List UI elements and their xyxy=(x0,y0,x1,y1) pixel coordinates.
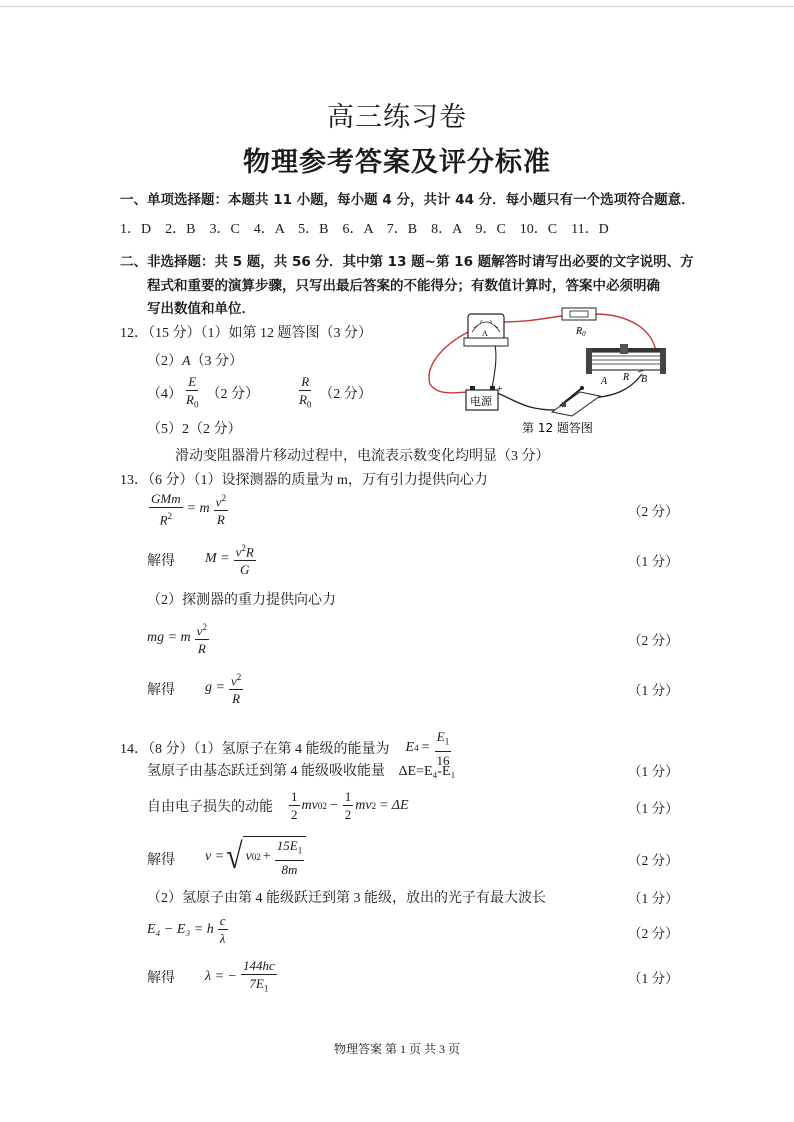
q13-eq3-num: v xyxy=(196,623,203,639)
top-rule xyxy=(0,6,794,7)
q12-frac1-num: E xyxy=(188,374,197,389)
q12-frac1 xyxy=(184,373,200,414)
q14-half2-num: 1 xyxy=(344,789,352,804)
page-title: 高三练习卷 xyxy=(327,102,467,132)
q13-score-eq3: （2 分） xyxy=(628,633,679,648)
q14-score5: （1 分） xyxy=(628,891,679,906)
q13-part2: （2）探测器的重力提供向心力 xyxy=(147,593,336,608)
q13-eq2 xyxy=(205,540,258,578)
q13-eq3-den: R xyxy=(197,641,206,657)
q14-eq1-lhs-sub: 4 xyxy=(414,743,419,754)
q14-score2: （1 分） xyxy=(628,764,679,779)
fig-caption: 第 12 题答图 xyxy=(522,421,593,435)
q13-eq2-den: G xyxy=(240,562,250,578)
section2-heading-line3: 写出数值和单位． xyxy=(147,301,255,317)
q13-eq1-lhs-num: GMm xyxy=(151,491,181,506)
q13-score-eq1: （2 分） xyxy=(628,504,679,519)
q12-line2-prefix: （2） xyxy=(147,354,182,369)
q12-line4: （5）2（2 分） xyxy=(147,422,242,437)
q14-score6: （2 分） xyxy=(628,926,679,941)
ammeter-label: A xyxy=(482,329,488,338)
q13-eq2-num-tail: R xyxy=(245,544,254,560)
fig-r0-label: R xyxy=(576,326,583,337)
q14-eq6-den: 7E xyxy=(249,976,264,991)
section1-heading: 一、单项选择题：本题共 11 小题，每小题 4 分，共计 44 分．每小题只有一个选项符合题意． xyxy=(120,192,695,208)
q12-frac2 xyxy=(297,373,313,414)
q14-eq-v-term: v xyxy=(245,849,252,865)
fig-a-label: A xyxy=(601,376,608,387)
q14-line3-text: 自由电子损失的动能 xyxy=(147,799,273,815)
q14-eq-v-frac-den: 8m xyxy=(281,861,298,877)
q14-line3-eq-tail: = ΔE xyxy=(379,797,409,813)
q13-eq4 xyxy=(205,669,245,707)
q14-score3: （1 分） xyxy=(628,801,679,816)
q13-eq1 xyxy=(147,490,230,528)
fig-r-label: R xyxy=(623,372,630,383)
sup: 2 xyxy=(371,800,377,811)
fig-b-label: B xyxy=(641,374,648,385)
q12-frac2-den: R xyxy=(298,392,307,407)
q12-frac1-den: R xyxy=(186,392,194,407)
q14-eq1-num: E xyxy=(436,729,445,744)
q14-eq1-lhs: E xyxy=(405,740,415,756)
q14-line3: 自由电子损失的动能 $\frac{1}{2}$ mv 0 2 − $\frac{1}{2}$ mv 2 = ΔE xyxy=(147,789,409,822)
fig-plus-label: + xyxy=(497,384,503,395)
fig-r0-sub: 0 xyxy=(582,330,586,338)
sup: 2 xyxy=(322,800,327,811)
q14-line2-eq: ΔE=E₄-E₁ xyxy=(398,764,456,779)
q14-eq-v: v = √ v 0 2 + $\frac{15E_1}{8m}$ xyxy=(205,836,306,878)
resistor-r0-icon xyxy=(562,308,596,338)
q14-line2 xyxy=(147,760,455,780)
q12-line1: 12．（15 分）（1）如第 12 题答图（3 分） xyxy=(120,326,372,341)
wire-black-bottom xyxy=(495,392,555,410)
q14-half1-den: 2 xyxy=(291,807,298,822)
q14-eq5 xyxy=(147,912,230,947)
sup: 2 xyxy=(221,493,226,503)
fig-source-label: 电源 xyxy=(470,395,492,408)
section2-heading-line2: 程式和重要的演算步骤，只写出最后答案的不能得分；有数值计算时，答案中必须明确 xyxy=(147,278,660,294)
q12-line2-suffix: （3 分） xyxy=(190,354,244,369)
q12-frac1-den-sub: 0 xyxy=(193,399,199,410)
sup: 2 xyxy=(256,852,261,863)
q12-circuit-figure xyxy=(420,292,670,442)
q14-eq5-lhs: E₄ − E₃ = h xyxy=(147,921,214,937)
q14-half2-den: 2 xyxy=(344,807,352,822)
wire-black-right xyxy=(592,374,642,398)
q14-eq1-num-sub: 1 xyxy=(444,736,450,747)
q13-solve2-label: 解得 xyxy=(147,683,175,698)
section1-answers: 1．D 2．B 3．C 4．A 5．B 6．A 7．B 8．A 9．C 10．C 11．D xyxy=(120,222,609,237)
q13-eq1-lhs-den: R xyxy=(159,512,168,528)
q14-solve1-label: 解得 xyxy=(147,853,175,868)
svg-text:R0 xyxy=(575,326,586,338)
q14-line2-text: 氢原子由基态跃迁到第 4 能级吸收能量 xyxy=(147,764,385,779)
wire-red-top xyxy=(502,316,562,322)
q12-line3-prefix: （4） xyxy=(147,387,182,403)
q13-eq1-rhs-num: v xyxy=(215,494,222,510)
q12-line3 xyxy=(147,373,372,414)
q14-eq5-den: λ xyxy=(219,931,226,946)
q13-eq2-lhs: M = xyxy=(205,551,230,567)
q12-score1: （2 分） xyxy=(206,387,259,403)
sup: 2 xyxy=(241,543,246,553)
q12-frac2-den-sub: 0 xyxy=(306,399,312,410)
q13-eq3 xyxy=(147,619,211,657)
q13-eq1-rhs-den: R xyxy=(216,512,225,528)
q13-score-eq4: （1 分） xyxy=(628,683,679,698)
q14-eq-v-lhs: v = xyxy=(205,848,225,864)
q14-eq6-den-sub: 1 xyxy=(263,983,269,994)
q13-eq4-den: R xyxy=(232,691,241,707)
q14-line3-eq-b: mv xyxy=(355,797,372,813)
q13-line1: 13．（6 分）（1）设探测器的质量为 m，万有引力提供向心力 xyxy=(120,473,488,488)
page-footer: 物理答案 第 1 页 共 3 页 xyxy=(333,1042,460,1056)
q14-solve2-label: 解得 xyxy=(147,971,175,986)
q14-eq-v-frac-num-sub: 1 xyxy=(297,845,303,856)
q14-score4: （2 分） xyxy=(628,853,679,868)
q13-eq4-lhs: g = xyxy=(205,680,225,696)
wire-red-left xyxy=(429,332,468,393)
q12-line5: 滑动变阻器滑片移动过程中，电流表示数变化均明显（3 分） xyxy=(175,449,550,464)
q14-line3-eq-a: mv xyxy=(301,797,318,813)
sup: 2 xyxy=(202,622,207,632)
q13-eq3-lhs: mg = m xyxy=(147,630,191,646)
section2-heading-line1: 二、非选择题：共 5 题，共 56 分．其中第 13 题~第 16 题解答时请写出必要的文字说明、方 xyxy=(120,254,694,270)
q13-eq2-num: v xyxy=(235,544,242,560)
power-source-icon xyxy=(466,384,503,410)
q14-eq6-num: 144hc xyxy=(242,958,275,973)
q14-half1-num: 1 xyxy=(291,789,298,804)
q13-solve1-label: 解得 xyxy=(147,554,175,569)
q13-eq4-num: v xyxy=(230,673,237,689)
page-subtitle: 物理参考答案及评分标准 xyxy=(243,147,551,178)
q14-line1-text: 14．（8 分）（1）氢原子在第 4 能级的能量为 xyxy=(120,742,390,758)
q12-line2 xyxy=(147,350,243,370)
q14-eq6 xyxy=(205,957,279,998)
ammeter-icon xyxy=(464,314,508,346)
q13-score-eq2: （1 分） xyxy=(628,554,679,569)
q14-eq5-num: c xyxy=(219,913,226,928)
switch-icon xyxy=(552,386,600,416)
q14-score7: （1 分） xyxy=(628,971,679,986)
q14-line1: 14．（8 分）（1）氢原子在第 4 能级的能量为 E 4 = $\frac{E_1}{16}$ xyxy=(120,729,450,768)
sup: 2 xyxy=(167,511,173,521)
rheostat-icon xyxy=(586,344,666,387)
q13-eq1-mid: = m xyxy=(186,501,210,517)
q12-line2-var: A xyxy=(182,354,191,369)
sup: 2 xyxy=(236,672,242,682)
q14-eq6-lhs: λ = − xyxy=(205,969,237,985)
q12-score2: （2 分） xyxy=(319,387,372,403)
q14-part2: （2）氢原子由第 4 能级跃迁到第 3 能级，放出的光子有最大波长 xyxy=(147,891,546,906)
q14-eq-v-frac-num: 15E xyxy=(276,838,298,853)
q14-eq1-den: 16 xyxy=(436,752,450,768)
q12-frac2-num: R xyxy=(301,374,310,389)
